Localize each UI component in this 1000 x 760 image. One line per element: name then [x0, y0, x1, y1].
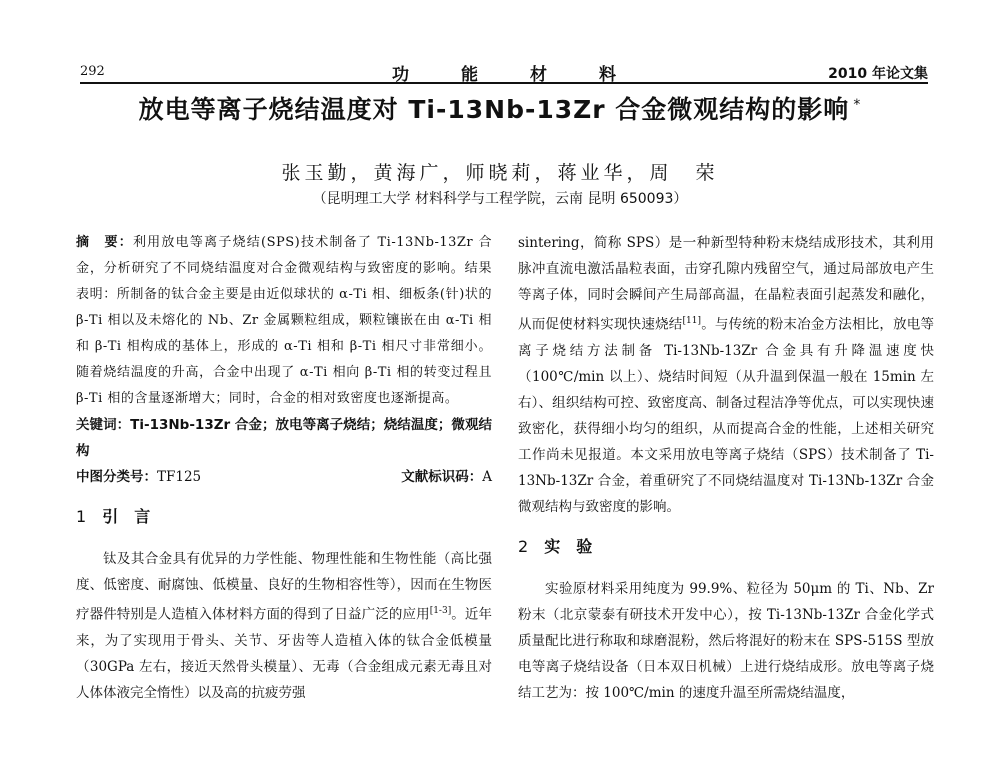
intro-text-tail: 。近年来，为了实现用于骨头、关节、牙齿等人造植入体的钛合金低模量（30GPa 左右，接近天然骨头模量）、无毒（合金组成元素无毒且对人体体液完全惰性）以及高的抗疲劳强	[76, 606, 493, 701]
section-heading-experiment	[518, 534, 934, 560]
keywords	[76, 412, 492, 464]
page-number: 292	[80, 64, 105, 79]
running-header	[80, 62, 928, 84]
header-rule	[80, 82, 928, 84]
intro-text: 钛及其合金具有优异的力学性能、物理性能和生物性能（高比强度、低密度、耐腐蚀、低模量、良好的生物相容性等），因而在生物医疗器件特别是人造植入体材料方面的得到了日益广泛的应用	[76, 551, 492, 623]
title-text: 放电等离子烧结温度对 Ti-13Nb-13Zr 合金微观结构的影响	[138, 95, 850, 124]
journal-name: 功能材料	[392, 65, 668, 85]
abstract-text: 利用放电等离子烧结(SPS)技术制备了 Ti-13Nb-13Zr 合金，分析研究了不同烧结温度对合金微观结构与致密度的影响。结果表明：所制备的钛合金主要是由近似球状的 α-Ti 相、细板条(针)状的 β-Ti 相以及未熔化的 Nb、Zr 金属颗粒组成，颗粒镶嵌在由 α-Ti 相和 β-Ti 相构成的基体上，形成的 α-Ti 相和 β-Ti 相尺寸非常细小。随着烧结温度的升高，合金中出现了 α-Ti 相向 β-Ti 相的转变过程且 β-Ti 相的含量逐渐增大；同时，合金的相对致密度也逐渐提高。	[76, 235, 492, 406]
paper-title	[0, 90, 1000, 126]
section-title: 引 言	[102, 507, 151, 526]
keywords-label: 关键词：	[76, 417, 131, 433]
keywords-text: Ti-13Nb-13Zr 合金；放电等离子烧结；烧结温度；微观结构	[76, 417, 492, 459]
sps-paragraph	[518, 230, 934, 520]
section-heading-intro	[76, 504, 492, 530]
left-column	[76, 230, 492, 706]
section-number: 2	[518, 536, 529, 556]
title-footnote-mark: *	[853, 96, 862, 113]
intro-paragraph	[76, 546, 492, 706]
doc-code-label: 文献标识码：	[401, 469, 483, 485]
abstract	[76, 230, 492, 412]
abstract-label: 摘 要：	[76, 235, 133, 250]
classification-line	[76, 464, 492, 490]
affiliation: （昆明理工大学 材料科学与工程学院，云南 昆明 650093）	[312, 191, 688, 207]
authors: 张玉勤，黄海广，师晓莉，蒋业华，周 荣	[281, 162, 719, 184]
clc-label: 中图分类号：	[76, 469, 157, 485]
citation-ref: [1-3]	[429, 606, 452, 616]
right-column	[518, 230, 934, 706]
experiment-paragraph: 实验原材料采用纯度为 99.9%、粒径为 50μm 的 Ti、Nb、Zr 粉末（北京蒙泰有研技术开发中心），按 Ti-13Nb-13Zr 合金化学式质量配比进行称取和球磨混粉，然后将混好的粉末在 SPS-515S 型放电等离子烧结设备（日本双日机械）上进行烧结成形。放电等离子烧结工艺为：按 100℃/min 的速度升温至所需烧结温度，	[518, 580, 934, 701]
citation-ref: [11]	[682, 316, 701, 326]
volume-label: 2010 年论文集	[828, 66, 928, 82]
clc-value: TF125	[157, 469, 202, 485]
section-number: 1	[76, 507, 87, 526]
sps-text: sintering，简称 SPS）是一种新型特种粉末烧结成形技术，其利用脉冲直流电激活晶粒表面，击穿孔隙内残留空气，通过局部放电产生等离子体，同时会瞬间产生局部高温，在晶粒表面引起蒸发和融化，从而促使材料实现快速烧结	[518, 235, 934, 333]
sps-text-tail: 。与传统的粉末冶金方法相比，放电等离子烧结方法制备 Ti-13Nb-13Zr 合金具有升降温速度快（100℃/min 以上）、烧结时间短（从升温到保温一般在 15min 左右）、组织结构可控、致密度高、制备过程洁净等优点，可以实现快速致密化，获得细小均匀的组织，从而提高合金的性能，上述相关研究工作尚未见报道。本文采用放电等离子烧结（SPS）技术制备了 Ti-13Nb-13Zr 合金，着重研究了不同烧结温度对 Ti-13Nb-13Zr 合金微观结构与致密度的影响。	[518, 316, 935, 515]
doc-code-value: A	[482, 469, 492, 485]
section-title: 实 验	[544, 536, 593, 556]
